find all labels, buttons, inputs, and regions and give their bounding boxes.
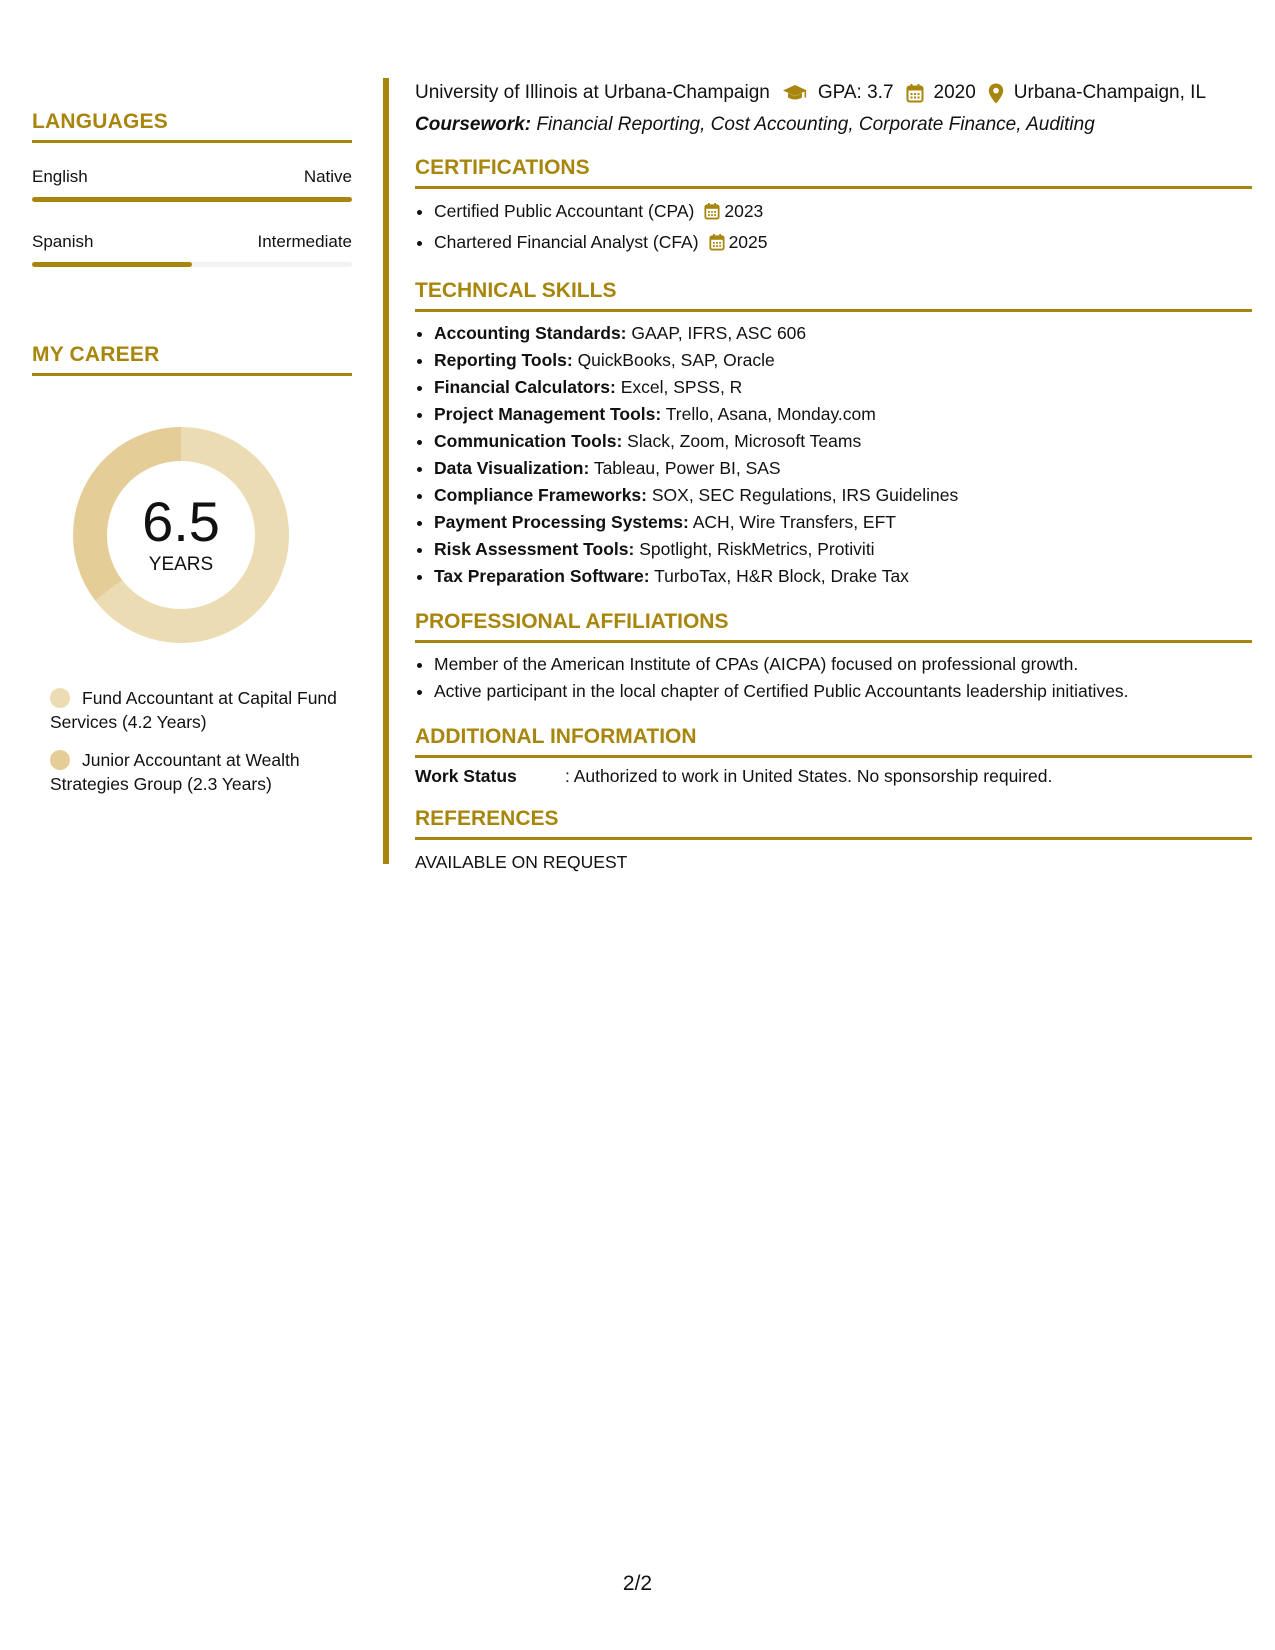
certification-name: Chartered Financial Analyst (CFA) [434, 232, 699, 252]
skill-value: Trello, Asana, Monday.com [665, 404, 876, 424]
skill-value: SOX, SEC Regulations, IRS Guidelines [651, 485, 959, 505]
language-name: English [32, 167, 88, 186]
career-role-label: Junior Accountant at Wealth Strategies Group (2.3 Years) [50, 750, 300, 794]
skill-label: Payment Processing Systems: [434, 512, 689, 532]
certification-year: 2023 [724, 201, 764, 221]
coursework-label: Coursework: [415, 114, 532, 135]
skill-label: Risk Assessment Tools: [434, 539, 635, 559]
skill-label: Tax Preparation Software: [434, 566, 650, 586]
skill-value: Slack, Zoom, Microsoft Teams [627, 431, 862, 451]
school-location: Urbana-Champaign, IL [1013, 82, 1207, 103]
technical-skills-heading: TECHNICAL SKILLS [415, 279, 1252, 312]
certification-year: 2025 [728, 232, 768, 252]
list-item [434, 563, 1252, 590]
career-heading: MY CAREER [32, 343, 352, 376]
left-column [32, 110, 352, 810]
skill-label: Data Visualization: [434, 458, 590, 478]
skill-value: ACH, Wire Transfers, EFT [692, 512, 896, 532]
language-item [32, 232, 352, 267]
additional-info-heading: ADDITIONAL INFORMATION [415, 725, 1252, 758]
location-pin-icon [988, 83, 1004, 104]
skill-value: Excel, SPSS, R [620, 377, 743, 397]
work-status-value: : Authorized to work in United States. No sponsorship required. [565, 766, 1053, 786]
page-number: 2/2 [622, 1572, 653, 1595]
skill-label: Accounting Standards: [434, 323, 627, 343]
skill-label: Project Management Tools: [434, 404, 662, 424]
legend-dot [50, 750, 70, 770]
calendar-icon [906, 83, 924, 103]
graduation-cap-icon [782, 84, 808, 102]
skill-label: Financial Calculators: [434, 377, 616, 397]
list-item: • Member of the American Institute of CPAs (AICPA) focused on professional growth. [434, 651, 1252, 678]
gpa: GPA: 3.7 [817, 82, 894, 103]
language-proficiency-bar [32, 197, 352, 202]
language-item [32, 167, 352, 202]
language-name: Spanish [32, 232, 94, 251]
list-item [434, 320, 1252, 347]
career-total-years: 6.5 [142, 490, 220, 553]
references-heading: REFERENCES [415, 807, 1252, 840]
skill-label: Communication Tools: [434, 431, 623, 451]
career-role-label: Fund Accountant at Capital Fund Services (4.2 Years) [50, 688, 337, 732]
skill-label: Compliance Frameworks: [434, 485, 647, 505]
certifications-heading: CERTIFICATIONS [415, 156, 1252, 189]
coursework-line [415, 114, 1252, 136]
career-legend-item [50, 748, 340, 796]
column-divider [383, 78, 389, 864]
affiliations-list [415, 651, 1252, 705]
list-item [434, 347, 1252, 374]
language-proficiency-fill [32, 262, 192, 267]
technical-skills-list [415, 320, 1252, 590]
calendar-icon [709, 231, 725, 259]
work-status-label: Work Status [415, 766, 517, 786]
coursework-list: Financial Reporting, Cost Accounting, Corporate Finance, Auditing [536, 114, 1095, 135]
list-item [434, 374, 1252, 401]
list-item [434, 509, 1252, 536]
language-level: Native [303, 167, 352, 186]
skill-value: Spotlight, RiskMetrics, Protiviti [639, 539, 875, 559]
career-legend-item [50, 686, 340, 734]
language-proficiency-fill [32, 197, 352, 202]
skill-label: Reporting Tools: [434, 350, 573, 370]
list-item [434, 228, 1252, 259]
list-item [434, 482, 1252, 509]
work-status-row [415, 766, 1252, 787]
school-name: University of Illinois at Urbana-Champaign [415, 82, 770, 103]
skill-value: Tableau, Power BI, SAS [593, 458, 781, 478]
list-item: • Active participant in the local chapter of Certified Public Accountants leadership initiatives. [434, 678, 1252, 705]
certification-name: Certified Public Accountant (CPA) [434, 201, 695, 221]
skill-value: QuickBooks, SAP, Oracle [577, 350, 775, 370]
language-proficiency-bar [32, 262, 352, 267]
skill-value: GAAP, IFRS, ASC 606 [631, 323, 807, 343]
graduation-year: 2020 [933, 82, 976, 103]
list-item [434, 197, 1252, 228]
career-legend [50, 686, 340, 796]
list-item [434, 428, 1252, 455]
career-donut-chart [66, 420, 296, 650]
language-level: Intermediate [257, 232, 352, 251]
references-text: AVAILABLE ON REQUEST [415, 852, 628, 872]
career-years-unit: YEARS [148, 554, 214, 575]
education-line [415, 82, 1252, 104]
list-item [434, 455, 1252, 482]
legend-dot [50, 688, 70, 708]
languages-heading: LANGUAGES [32, 110, 352, 143]
right-column [415, 82, 1252, 873]
skill-value: TurboTax, H&R Block, Drake Tax [654, 566, 909, 586]
calendar-icon [704, 200, 720, 228]
list-item [434, 401, 1252, 428]
certifications-list [415, 197, 1252, 259]
list-item [434, 536, 1252, 563]
affiliations-heading: PROFESSIONAL AFFILIATIONS [415, 610, 1252, 643]
